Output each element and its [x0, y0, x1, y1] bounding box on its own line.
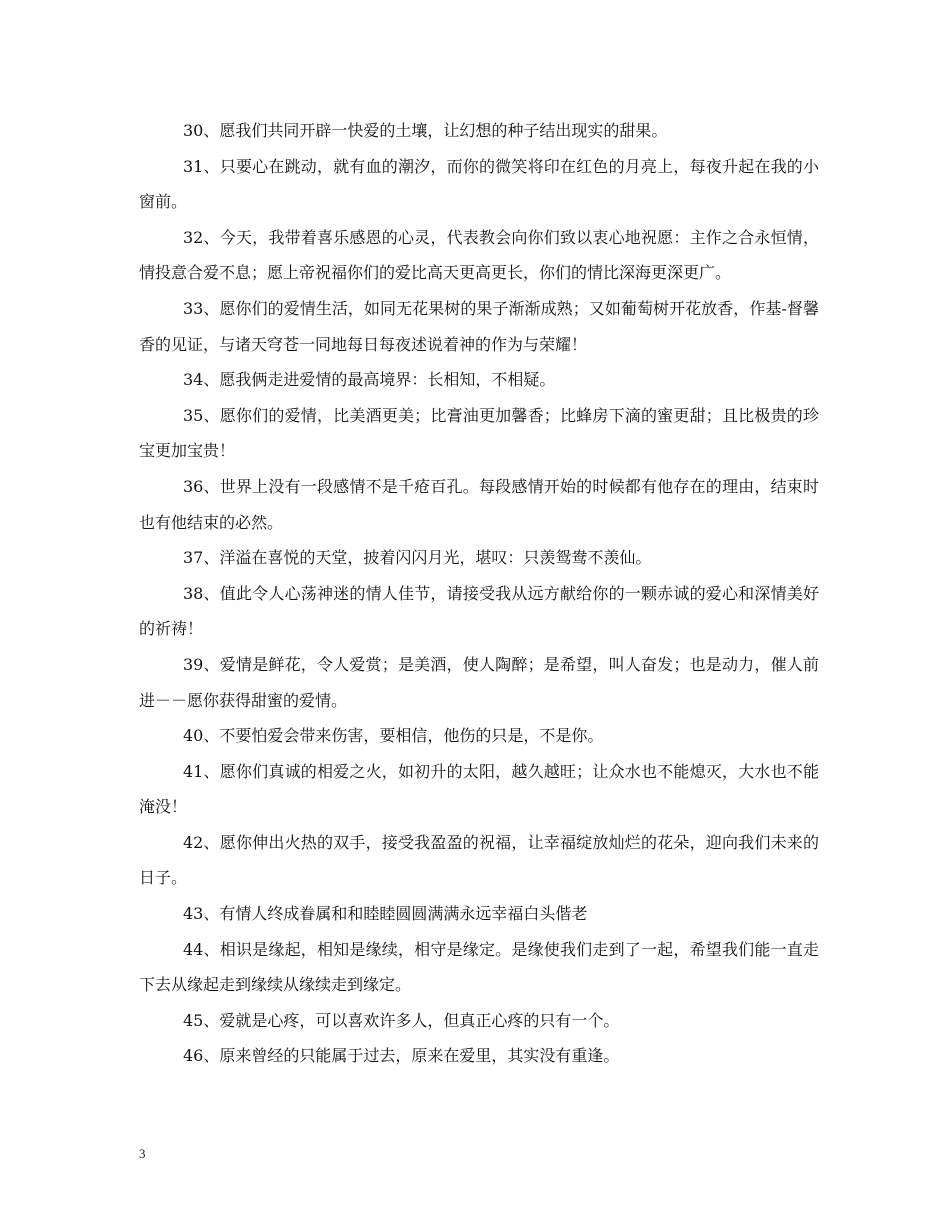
paragraph-31: 31、只要心在跳动，就有血的潮汐，而你的微笑将印在红色的月亮上，每夜升起在我的小窗前。: [139, 156, 819, 212]
paragraph-37: 37、洋溢在喜悦的天堂，披着闪闪月光，堪叹：只羡鸳鸯不羡仙。: [183, 548, 652, 568]
page-number: 3: [139, 1146, 146, 1161]
paragraph-34: 34、愿我俩走进爱情的最高境界：长相知，不相疑。: [183, 370, 556, 390]
paragraph-36: 36、世界上没有一段感情不是千疮百孔。每段感情开始的时候都有他存在的理由，结束时也有他结束的必然。: [139, 476, 819, 532]
paragraph-38: 38、值此令人心荡神迷的情人佳节，请接受我从远方献给你的一颗赤诚的爱心和深情美好的祈祷！: [139, 583, 819, 639]
paragraph-46: 46、原来曾经的只能属于过去，原来在爱里，其实没有重逢。: [183, 1046, 620, 1066]
document-body: [139, 113, 819, 1074]
paragraph-33: 33、愿你们的爱情生活，如同无花果树的果子渐渐成熟；又如葡萄树开花放香，作基-督馨香的见证，与诸天穹苍一同地每日每夜述说着神的作为与荣耀！: [139, 298, 819, 354]
paragraph-43: 43、有情人终成眷属和和睦睦圆圆满满永远幸福白头偕老: [183, 904, 588, 924]
paragraph-41: 41、愿你们真诚的相爱之火，如初升的太阳，越久越旺；让众水也不能熄灭，大水也不能淹没！: [139, 761, 819, 817]
paragraph-30: 30、愿我们共同开辟一快爱的土壤，让幻想的种子结出现实的甜果。: [183, 121, 668, 140]
paragraph-44: 44、相识是缘起，相知是缘续，相守是缘定。是缘使我们走到了一起，希望我们能一直走下去从缘起走到缘续从缘续走到缘定。: [139, 939, 819, 995]
paragraph-39: 39、爱情是鲜花，令人爱赏；是美酒，使人陶醉；是希望，叫人奋发；也是动力，催人前进－－愿你获得甜蜜的爱情。: [139, 654, 819, 710]
paragraph-42: 42、愿你伸出火热的双手，接受我盈盈的祝福，让幸福绽放灿烂的花朵，迎向我们未来的日子。: [139, 832, 819, 888]
paragraph-45: 45、爱就是心疼，可以喜欢许多人，但真正心疼的只有一个。: [183, 1010, 620, 1030]
paragraph-32: 32、今天，我带着喜乐感恩的心灵，代表教会向你们致以衷心地祝愿：主作之合永恒情，情投意合爱不息；愿上帝祝福你们的爱比高天更高更长，你们的情比深海更深更广。: [139, 227, 819, 283]
paragraph-40: 40、不要怕爱会带来伤害，要相信，他伤的只是，不是你。: [183, 726, 604, 746]
paragraph-35: 35、愿你们的爱情，比美酒更美；比膏油更加馨香；比蜂房下滴的蜜更甜；且比极贵的珍宝更加宝贵！: [139, 405, 819, 461]
